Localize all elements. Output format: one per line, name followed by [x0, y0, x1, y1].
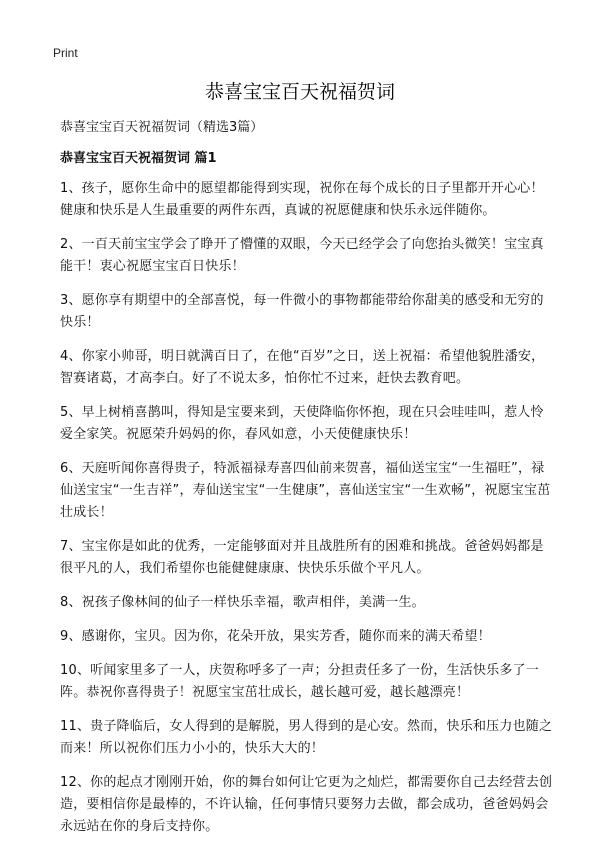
paragraph-item: 6、天庭听闻你喜得贵子，特派福禄寿喜四仙前来贺喜，福仙送宝宝“一生福旺”，禄仙送宝宝“一生吉祥”，寿仙送宝宝“一生健康”，喜仙送宝宝“一生欢畅”，祝愿宝宝茁壮成长！	[60, 461, 551, 520]
paragraph-item: 5、早上树梢喜鹊叫，得知是宝要来到，天使降临你怀抱，现在只会哇哇叫，惹人怜爱全家笑。祝愿荣升妈妈的你，春风如意，小天使健康快乐！	[60, 405, 544, 442]
print-label[interactable]: Print	[53, 46, 78, 60]
paragraph-item: 10、听闻家里多了一人，庆贺称呼多了一声；分担责任多了一份，生活快乐多了一阵。恭祝你喜得贵子！祝愿宝宝茁壮成长，越长越可爱，越长越漂亮！	[60, 663, 539, 700]
paragraph-item: 8、祝孩子像林间的仙子一样快乐幸福，歌声相伴，美满一生。	[60, 595, 425, 610]
paragraph-item: 9、感谢你，宝贝。因为你，花朵开放，果实芳香，随你而来的满天希望！	[60, 629, 491, 644]
paragraph-item: 3、愿你享有期望中的全部喜悦，每一件微小的事物都能带给你甜美的感受和无穷的快乐！	[60, 293, 544, 330]
page-title: 恭喜宝宝百天祝福贺词	[204, 81, 395, 103]
paragraph-list	[60, 178, 554, 850]
paragraph-item: 1、孩子，愿你生命中的愿望都能得到实现，祝你在每个成长的日子里都开开心心！健康和快乐是人生最重要的两件东西，真诚的祝愿健康和快乐永远伴随你。	[60, 181, 544, 218]
paragraph-item: 12、你的起点才刚刚开始，你的舞台如何让它更为之灿烂，都需要你自己去经营去创造，要相信你是最棒的，不许认输，任何事情只要努力去做，都会成功，爸爸妈妈会永远站在你的身后支持你。	[60, 775, 553, 834]
document-subtitle: 恭喜宝宝百天祝福贺词（精选3篇）	[60, 120, 264, 135]
paragraph-item: 7、宝宝你是如此的优秀，一定能够面对并且战胜所有的困难和挑战。爸爸妈妈都是很平凡的人，我们希望你也能健健康康、快快乐乐做个平凡人。	[60, 539, 544, 576]
paragraph-item: 11、贵子降临后，女人得到的是解脱，男人得到的是心安。然而，快乐和压力也随之而来！所以祝你们压力小小的，快乐大大的！	[60, 719, 553, 756]
paragraph-item: 4、你家小帅哥，明日就满百日了，在他“百岁”之日，送上祝福：希望他貌胜潘安，智赛诸葛，才高李白。好了不说太多，怕你忙不过来，赶快去教育吧。	[60, 349, 545, 386]
section-heading: 恭喜宝宝百天祝福贺词 篇1	[60, 151, 217, 166]
paragraph-item: 2、一百天前宝宝学会了睁开了懵懂的双眼，今天已经学会了向您抬头微笑！宝宝真能干！衷心祝愿宝宝百日快乐！	[60, 237, 544, 274]
